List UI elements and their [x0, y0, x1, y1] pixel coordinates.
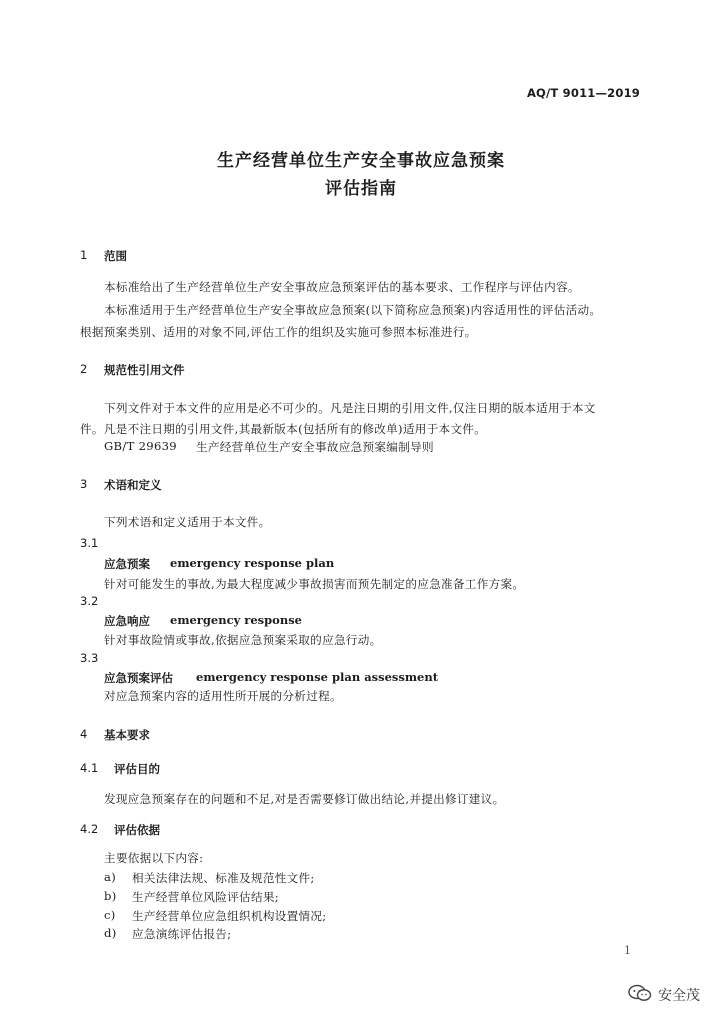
term-chinese: 应急预案评估 — [104, 671, 173, 685]
section-number: 4 — [80, 727, 88, 741]
page-number: 1 — [624, 944, 631, 957]
subsection-title: 评估依据 — [114, 823, 160, 837]
term-english: emergency response — [170, 613, 302, 627]
section-title: 基本要求 — [104, 728, 150, 742]
term-number: 3.1 — [80, 536, 99, 550]
term-english: emergency response plan — [170, 556, 335, 570]
list-item: 相关法律法规、标准及规范性文件; — [132, 871, 315, 885]
watermark — [628, 984, 700, 1006]
wechat-icon — [628, 984, 652, 1006]
section-number: 3 — [80, 477, 88, 491]
standard-code: AQ/T 9011—2019 — [526, 86, 640, 100]
paragraph: 发现应急预案存在的问题和不足,对是否需要修订做出结论,并提出修订建议。 — [104, 792, 505, 806]
term-definition: 针对可能发生的事故,为最大程度减少事故损害而预先制定的应急准备工作方案。 — [104, 577, 525, 591]
list-item-marker: c) — [104, 908, 116, 922]
paragraph-continuation: 根据预案类别、适用的对象不同,评估工作的组织及实施可参照本标准进行。 — [80, 325, 477, 339]
subsection-title: 评估目的 — [114, 762, 160, 776]
section-title: 范围 — [104, 249, 127, 263]
term-chinese: 应急响应 — [104, 614, 150, 628]
list-item-marker: d) — [104, 926, 117, 940]
watermark-text: 安全茂 — [658, 988, 700, 1004]
reference-code: GB/T 29639 — [104, 439, 177, 453]
list-item-marker: a) — [104, 870, 117, 884]
section-title: 术语和定义 — [104, 478, 162, 492]
section-title: 规范性引用文件 — [104, 363, 185, 377]
reference-title: 生产经营单位生产安全事故应急预案编制导则 — [196, 440, 434, 454]
paragraph-continuation: 件。凡是不注日期的引用文件,其最新版本(包括所有的修改单)适用于本文件。 — [80, 422, 487, 436]
term-definition: 针对事故险情或事故,依据应急预案采取的应急行动。 — [104, 633, 382, 647]
list-item: 生产经营单位风险评估结果; — [132, 890, 279, 904]
term-number: 3.3 — [80, 651, 99, 665]
paragraph: 下列文件对于本文件的应用是必不可少的。凡是注日期的引用文件,仅注日期的版本适用于本文 — [104, 401, 596, 415]
term-english: emergency response plan assessment — [196, 670, 439, 684]
paragraph: 主要依据以下内容: — [104, 851, 204, 865]
paragraph: 本标准适用于生产经营单位生产安全事故应急预案(以下简称应急预案)内容适用性的评估活动。 — [104, 303, 602, 317]
term-chinese: 应急预案 — [104, 557, 150, 571]
subsection-number: 4.1 — [80, 761, 99, 775]
section-number: 2 — [80, 362, 88, 376]
paragraph: 本标准给出了生产经营单位生产安全事故应急预案评估的基本要求、工作程序与评估内容。 — [104, 280, 580, 294]
section-number: 1 — [80, 248, 88, 262]
list-item: 生产经营单位应急组织机构设置情况; — [132, 909, 327, 923]
paragraph: 下列术语和定义适用于本文件。 — [104, 515, 271, 529]
term-number: 3.2 — [80, 594, 99, 608]
list-item-marker: b) — [104, 889, 117, 903]
document-title-line1: 生产经营单位生产安全事故应急预案 — [217, 151, 505, 171]
list-item: 应急演练评估报告; — [132, 927, 232, 941]
subsection-number: 4.2 — [80, 822, 99, 836]
document-title-line2: 评估指南 — [325, 179, 397, 199]
term-definition: 对应急预案内容的适用性所开展的分析过程。 — [104, 689, 342, 703]
